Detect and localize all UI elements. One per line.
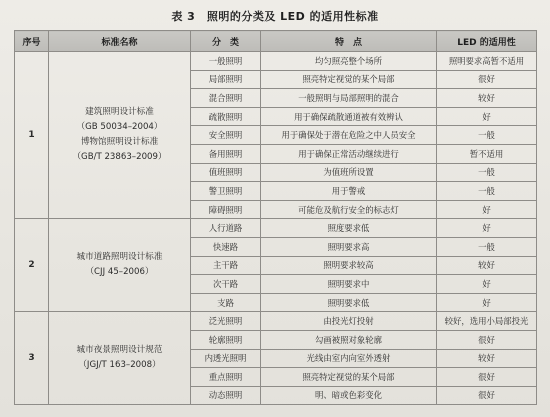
led-suitability-cell: 一般	[437, 182, 537, 201]
feature-cell: 用于确保正常活动继续进行	[261, 144, 437, 163]
feature-cell: 照亮特定视觉的某个局部	[261, 368, 437, 387]
category-cell: 疏散照明	[191, 107, 261, 126]
feature-cell: 照明要求较高	[261, 256, 437, 275]
standard-name-line: （JGJ/T 163–2008）	[78, 360, 161, 371]
feature-cell: 照度要求低	[261, 219, 437, 238]
led-suitability-cell: 较好	[437, 256, 537, 275]
led-suitability-cell: 较好	[437, 89, 537, 108]
led-suitability-cell: 很好	[437, 70, 537, 89]
lighting-standards-table	[14, 30, 537, 405]
standard-name	[49, 312, 191, 405]
feature-cell: 勾画被照对象轮廓	[261, 330, 437, 349]
led-suitability-cell: 较好	[437, 349, 537, 368]
feature-cell: 用于警戒	[261, 182, 437, 201]
feature-cell: 照明要求中	[261, 275, 437, 294]
feature-cell: 可能危及航行安全的标志灯	[261, 200, 437, 219]
feature-cell: 光线由室内向室外透射	[261, 349, 437, 368]
standard-name-line: （GB/T 23863–2009）	[72, 152, 167, 163]
table-row	[15, 52, 537, 71]
led-suitability-cell: 很好	[437, 368, 537, 387]
category-cell: 局部照明	[191, 70, 261, 89]
group-number: 3	[15, 312, 49, 405]
standard-name-line: 建筑照明设计标准	[85, 107, 154, 118]
category-cell: 障碍照明	[191, 200, 261, 219]
led-suitability-cell: 好	[437, 200, 537, 219]
feature-cell: 均匀照亮整个场所	[261, 52, 437, 71]
standard-name-line: （GB 50034–2004）	[76, 122, 163, 133]
standard-name-line: 博物馆照明设计标准	[80, 137, 159, 148]
header-feature: 特 点	[261, 31, 437, 52]
group-number: 2	[15, 219, 49, 312]
category-cell: 警卫照明	[191, 182, 261, 201]
table-row	[15, 219, 537, 238]
category-cell: 值班照明	[191, 163, 261, 182]
category-cell: 安全照明	[191, 126, 261, 145]
category-cell: 动态照明	[191, 386, 261, 405]
led-suitability-cell: 一般	[437, 163, 537, 182]
led-suitability-cell: 暂不适用	[437, 144, 537, 163]
category-cell: 备用照明	[191, 144, 261, 163]
group-number: 1	[15, 52, 49, 219]
led-suitability-cell: 好	[437, 293, 537, 312]
category-cell: 一般照明	[191, 52, 261, 71]
table-row	[15, 312, 537, 331]
feature-cell: 照亮特定视觉的某个局部	[261, 70, 437, 89]
led-suitability-cell: 较好，选用小局部投光	[437, 312, 537, 331]
standard-name-line: （CJJ 45–2006）	[85, 267, 154, 278]
led-suitability-cell: 好	[437, 275, 537, 294]
led-suitability-cell: 很好	[437, 330, 537, 349]
led-suitability-cell: 很好	[437, 386, 537, 405]
feature-cell: 照明要求低	[261, 293, 437, 312]
feature-cell: 明、暗或色彩变化	[261, 386, 437, 405]
category-cell: 支路	[191, 293, 261, 312]
header-no: 序号	[15, 31, 49, 52]
led-suitability-cell: 一般	[437, 126, 537, 145]
standard-name	[49, 219, 191, 312]
feature-cell: 用于确保处于潜在危险之中人员安全	[261, 126, 437, 145]
led-suitability-cell: 一般	[437, 237, 537, 256]
category-cell: 重点照明	[191, 368, 261, 387]
feature-cell: 为值班所设置	[261, 163, 437, 182]
category-cell: 快速路	[191, 237, 261, 256]
header-led: LED 的适用性	[437, 31, 537, 52]
led-suitability-cell: 好	[437, 107, 537, 126]
standard-name-line: 城市道路照明设计标准	[76, 252, 163, 263]
feature-cell: 用于确保疏散通道被有效辨认	[261, 107, 437, 126]
category-cell: 次干路	[191, 275, 261, 294]
feature-cell: 由投光灯投射	[261, 312, 437, 331]
header-standard: 标准名称	[49, 31, 191, 52]
category-cell: 轮廓照明	[191, 330, 261, 349]
feature-cell: 一般照明与局部照明的混合	[261, 89, 437, 108]
led-suitability-cell: 照明要求高暂不适用	[437, 52, 537, 71]
category-cell: 内透光照明	[191, 349, 261, 368]
feature-cell: 照明要求高	[261, 237, 437, 256]
category-cell: 泛光照明	[191, 312, 261, 331]
category-cell: 主干路	[191, 256, 261, 275]
led-suitability-cell: 好	[437, 219, 537, 238]
header-category: 分 类	[191, 31, 261, 52]
standard-name-line: 城市夜景照明设计规范	[76, 345, 163, 356]
table-caption: 表 3 照明的分类及 LED 的适用性标准	[171, 10, 379, 23]
category-cell: 混合照明	[191, 89, 261, 108]
header-row	[15, 31, 537, 52]
category-cell: 人行道路	[191, 219, 261, 238]
standard-name	[49, 52, 191, 219]
